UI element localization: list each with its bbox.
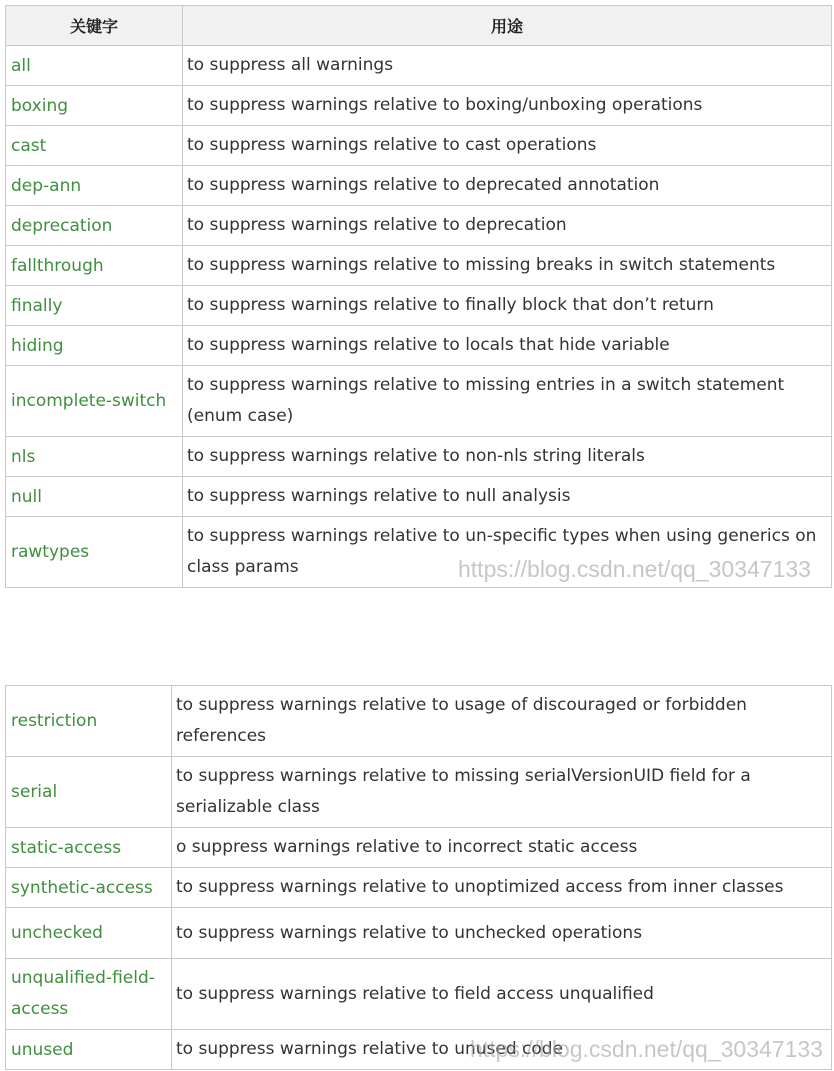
table-row bbox=[6, 166, 832, 206]
keywords-table-2 bbox=[5, 685, 832, 1070]
keywords-table-1 bbox=[5, 5, 832, 588]
usage-cell: to suppress warnings relative to finally block that don’t return bbox=[183, 286, 832, 326]
header-keyword: 关键字 bbox=[6, 6, 183, 46]
usage-cell: to suppress warnings relative to unused code bbox=[172, 1030, 832, 1070]
table-row bbox=[6, 246, 832, 286]
table-row bbox=[6, 126, 832, 166]
keyword-cell: unchecked bbox=[6, 908, 172, 959]
keyword-cell: null bbox=[6, 477, 183, 517]
keyword-cell: cast bbox=[6, 126, 183, 166]
usage-cell: to suppress warnings relative to boxing/unboxing operations bbox=[183, 86, 832, 126]
keyword-cell: serial bbox=[6, 757, 172, 828]
usage-cell: to suppress warnings relative to locals that hide variable bbox=[183, 326, 832, 366]
watermark: https://blog.csdn.net/qq_30347133 bbox=[458, 556, 811, 582]
keyword-cell: finally bbox=[6, 286, 183, 326]
table-row bbox=[6, 46, 832, 86]
keyword-cell: boxing bbox=[6, 86, 183, 126]
keyword-cell: hiding bbox=[6, 326, 183, 366]
usage-cell: to suppress warnings relative to field access unqualified bbox=[172, 959, 832, 1030]
watermark: https://blog.csdn.net/qq_30347133 bbox=[470, 1036, 823, 1062]
keyword-cell: unused bbox=[6, 1030, 172, 1070]
table-row bbox=[6, 326, 832, 366]
table-row bbox=[6, 868, 832, 908]
table-row bbox=[6, 366, 832, 437]
keyword-cell: static-access bbox=[6, 828, 172, 868]
table-row bbox=[6, 908, 832, 959]
keyword-cell: dep-ann bbox=[6, 166, 183, 206]
usage-cell: to suppress warnings relative to usage of discouraged or forbidden references bbox=[172, 686, 832, 757]
table-header-row bbox=[6, 6, 832, 46]
keyword-cell: unqualified-field-access bbox=[6, 959, 172, 1030]
usage-cell: to suppress warnings relative to null analysis bbox=[183, 477, 832, 517]
table-row bbox=[6, 686, 832, 757]
usage-cell: to suppress warnings relative to missing serialVersionUID field for a serializable class bbox=[172, 757, 832, 828]
keyword-cell: synthetic-access bbox=[6, 868, 172, 908]
table-row bbox=[6, 286, 832, 326]
usage-cell: to suppress warnings relative to deprecation bbox=[183, 206, 832, 246]
table-row bbox=[6, 757, 832, 828]
usage-cell: to suppress warnings relative to un-specific types when using generics on class params bbox=[183, 517, 832, 588]
table-row bbox=[6, 477, 832, 517]
keyword-cell: rawtypes bbox=[6, 517, 183, 588]
usage-cell: to suppress warnings relative to missing entries in a switch statement (enum case) bbox=[183, 366, 832, 437]
table-row bbox=[6, 959, 832, 1030]
usage-cell: to suppress warnings relative to deprecated annotation bbox=[183, 166, 832, 206]
keyword-cell: incomplete-switch bbox=[6, 366, 183, 437]
table-row bbox=[6, 86, 832, 126]
usage-cell: to suppress warnings relative to cast operations bbox=[183, 126, 832, 166]
usage-cell: to suppress warnings relative to unoptimized access from inner classes bbox=[172, 868, 832, 908]
usage-cell: to suppress warnings relative to unchecked operations bbox=[172, 908, 832, 959]
usage-cell: to suppress all warnings bbox=[183, 46, 832, 86]
table-row bbox=[6, 1030, 832, 1070]
keyword-cell: restriction bbox=[6, 686, 172, 757]
usage-cell: to suppress warnings relative to non-nls string literals bbox=[183, 437, 832, 477]
header-usage: 用途 bbox=[183, 6, 832, 46]
keyword-cell: deprecation bbox=[6, 206, 183, 246]
keyword-cell: nls bbox=[6, 437, 183, 477]
usage-cell: to suppress warnings relative to missing breaks in switch statements bbox=[183, 246, 832, 286]
table-row bbox=[6, 517, 832, 588]
keyword-cell: fallthrough bbox=[6, 246, 183, 286]
table-row bbox=[6, 437, 832, 477]
usage-cell: o suppress warnings relative to incorrect static access bbox=[172, 828, 832, 868]
keyword-cell: all bbox=[6, 46, 183, 86]
table-row bbox=[6, 206, 832, 246]
table-row bbox=[6, 828, 832, 868]
